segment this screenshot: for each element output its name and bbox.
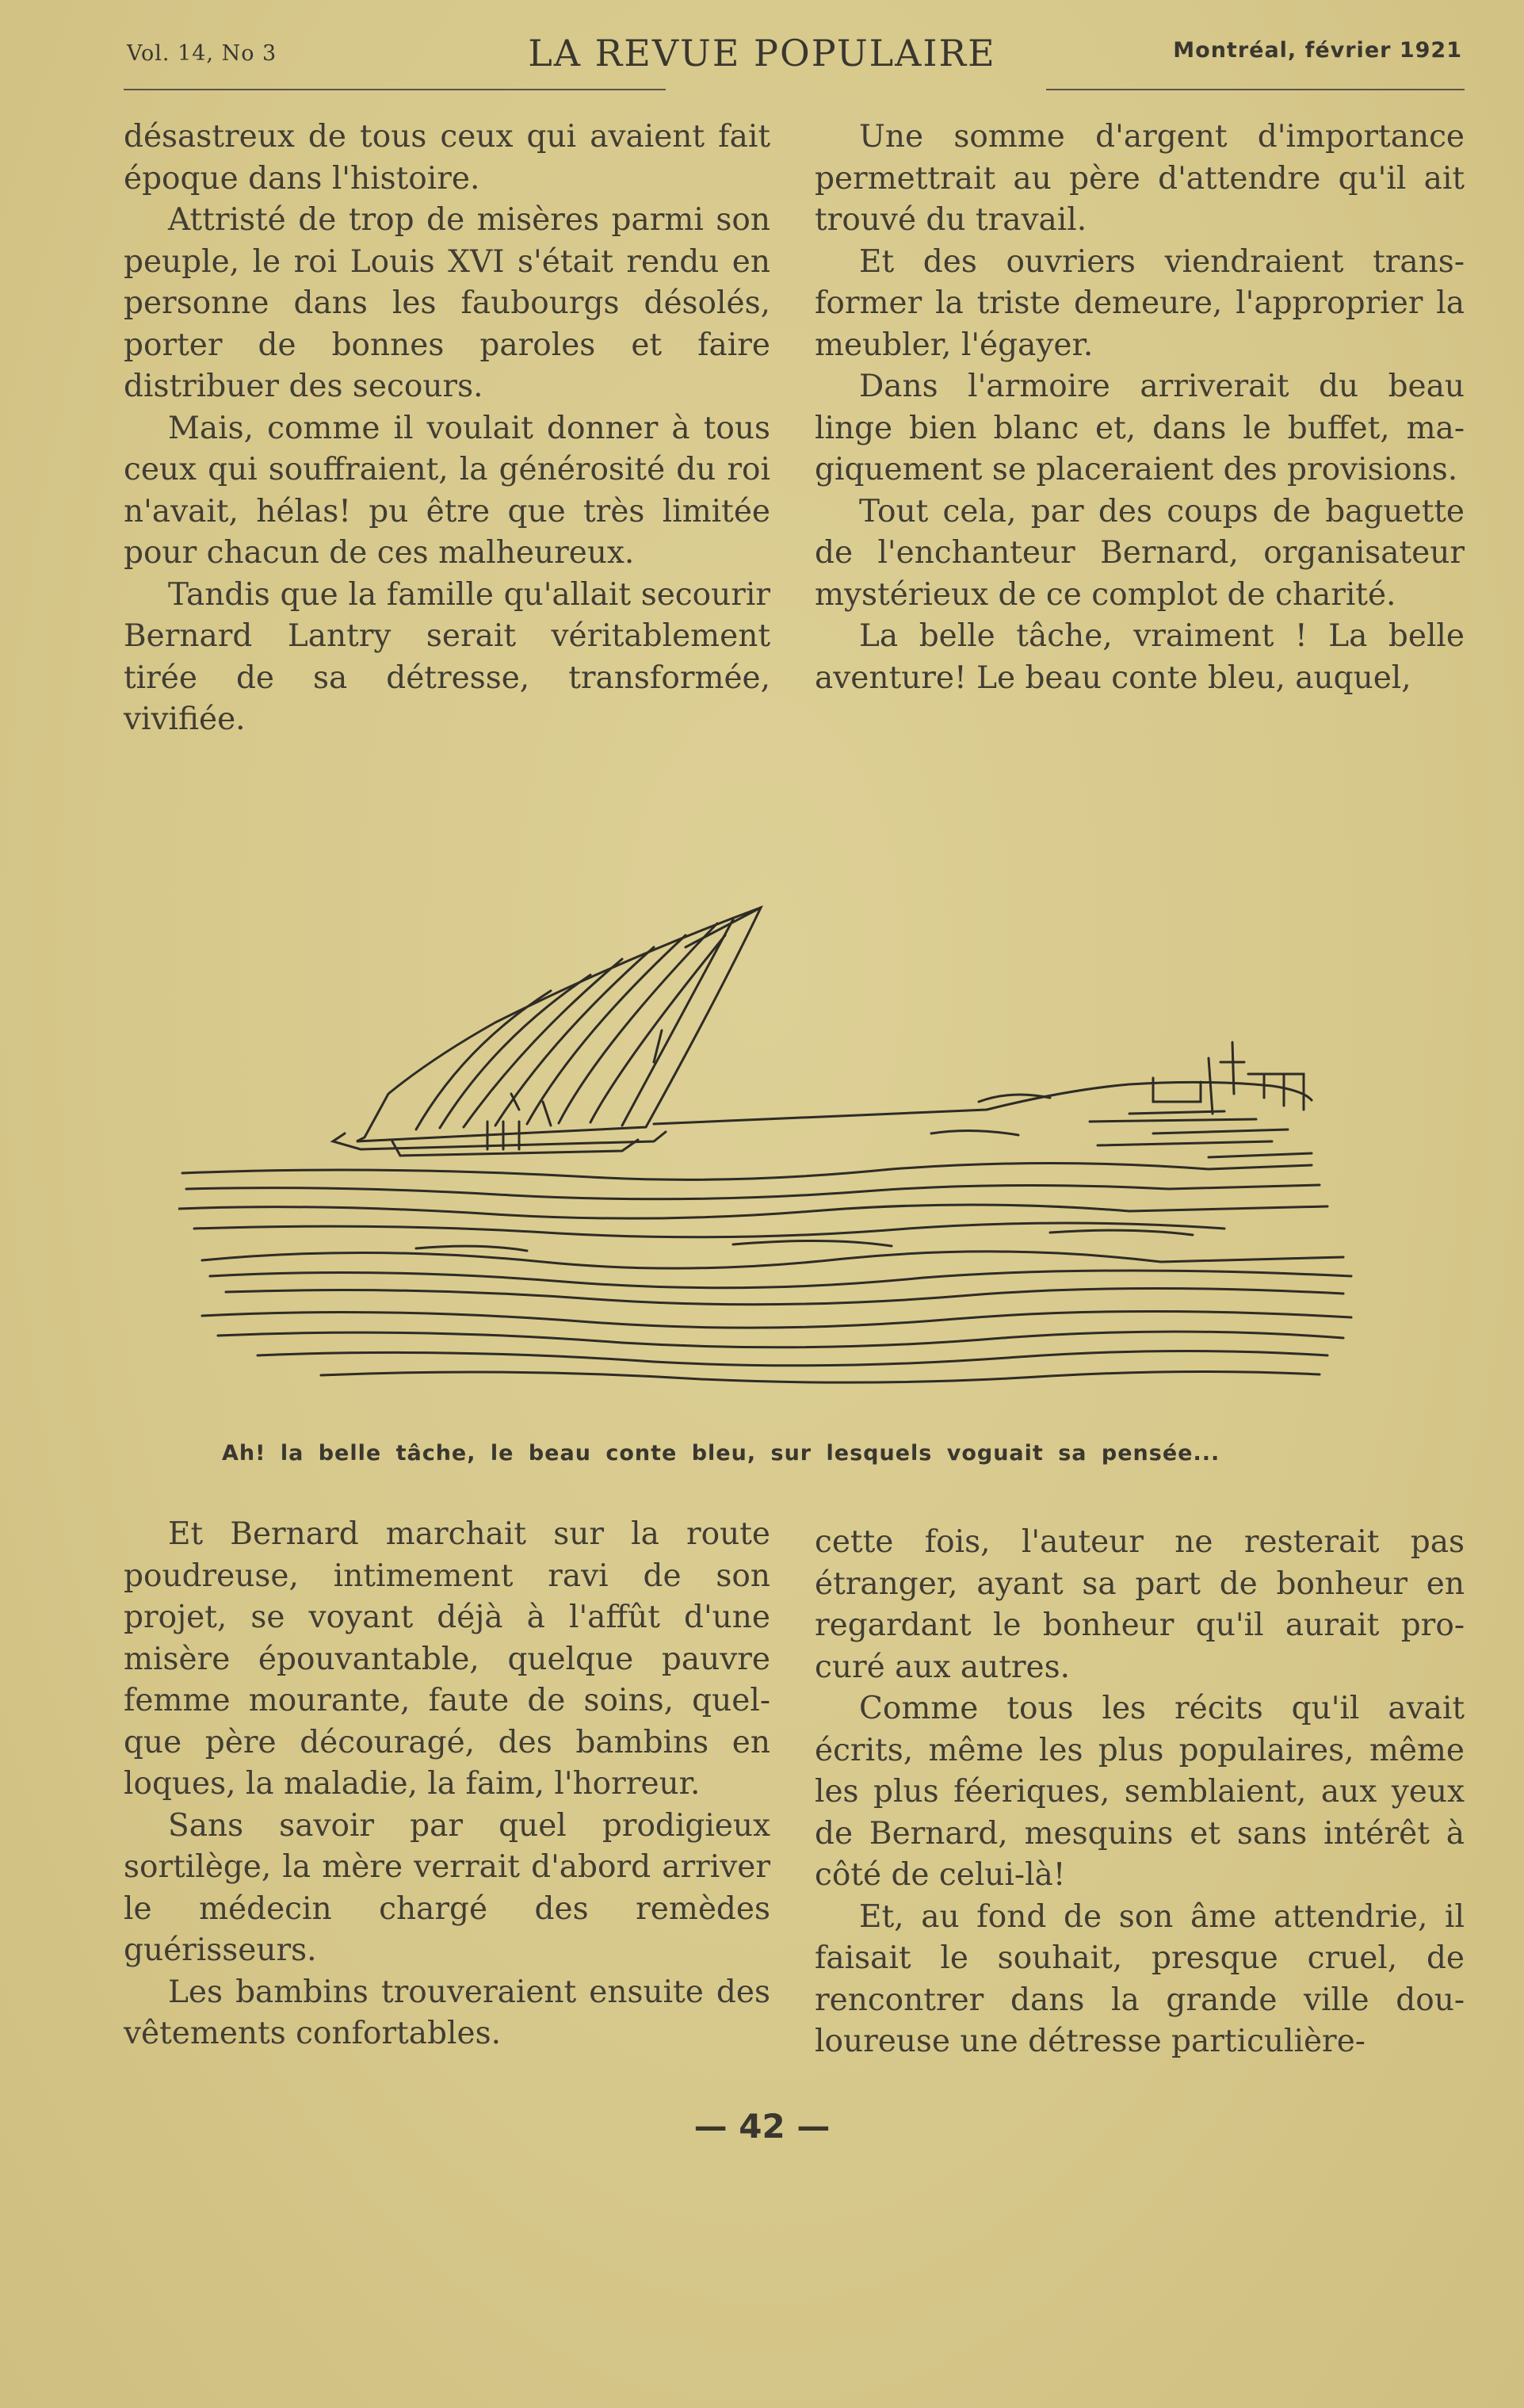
header-rule-right	[1046, 89, 1465, 90]
paragraph: Comme tous les récits qu'il avait écrits, même les plus populaires, même les plus féeriques, semblaient, aux yeux de Bernard, mesquins et sans intérêt à côté de celui-là!	[815, 1691, 1465, 1893]
issue-number: Vol. 14, No 3	[127, 41, 277, 66]
paragraph: Dans l'armoire arriverait du beau linge bien blanc et, dans le buffet, magiquement se placeraient des provisions.	[815, 369, 1465, 487]
illustration-caption: Ah! la belle tâche, le beau conte bleu, sur lesquels voguait sa pensée...	[222, 1441, 1220, 1466]
publication-title: LA REVUE POPULAIRE	[528, 32, 996, 75]
column-top-right	[815, 117, 1465, 699]
paragraph: Et des ouvriers viendraient transformer la triste demeure, l'approprier la meubler, l'égayer.	[815, 243, 1465, 363]
paragraph: Tout cela, par des coups de baguette de l'enchanteur Bernard, organisateur mystérieux de ce complot de charité.	[815, 493, 1465, 613]
column-bottom-right	[815, 1522, 1465, 2063]
column-bottom-left	[124, 1514, 770, 2055]
header-rule-left	[124, 89, 666, 90]
paragraph: désastreux de tous ceux qui avaient fait époque dans l'histoire.	[124, 119, 770, 197]
paragraph: Et, au fond de son âme attendrie, il faisait le souhait, presque cruel, de rencontrer dans la grande ville douloureuse une détresse particulière-	[815, 1898, 1465, 2059]
sailboat-illustration	[178, 904, 1391, 1395]
paragraph: cette fois, l'auteur ne resterait pas étranger, ayant sa part de bonheur en regardant le bonheur qu'il aurait procuré aux autres.	[815, 1524, 1465, 1685]
paragraph: Tandis que la famille qu'allait secourir Bernard Lantry serait véritablement tirée de sa détresse, transformée, vivifiée.	[124, 576, 770, 737]
paragraph: Et Bernard marchait sur la route poudreuse, intimement ravi de son projet, se voyant déjà à l'affût d'une misère épouvantable, quelque pauvre femme mourante, faute de soins, quelque père découragé, des bambins en loques, la maladie, la faim, l'horreur.	[124, 1516, 770, 1802]
page-number: — 42 —	[693, 2107, 831, 2146]
paragraph: Les bambins trouveraient ensuite des vêtements confortables.	[124, 1974, 770, 2051]
paragraph: Mais, comme il voulait donner à tous ceux qui souffraient, la générosité du roi n'avait, hélas! pu être que très limitée pour chacun de ces malheureux.	[124, 410, 770, 571]
issue-date: Montréal, février 1921	[1173, 38, 1462, 63]
column-top-left	[124, 117, 770, 741]
paragraph: Une somme d'argent d'importance permettrait au père d'attendre qu'il ait trouvé du travail.	[815, 119, 1465, 238]
paragraph: Sans savoir par quel prodigieux sortilège, la mère verrait d'abord arriver le médecin chargé des remèdes guérisseurs.	[124, 1807, 770, 1968]
paragraph: La belle tâche, vraiment ! La belle aventure! Le beau conte bleu, auquel,	[815, 618, 1465, 696]
paragraph: Attristé de trop de misères parmi son peuple, le roi Louis XVI s'était rendu en personne dans les faubourgs désolés, porter de bonnes paroles et faire distribuer des secours.	[124, 202, 770, 404]
